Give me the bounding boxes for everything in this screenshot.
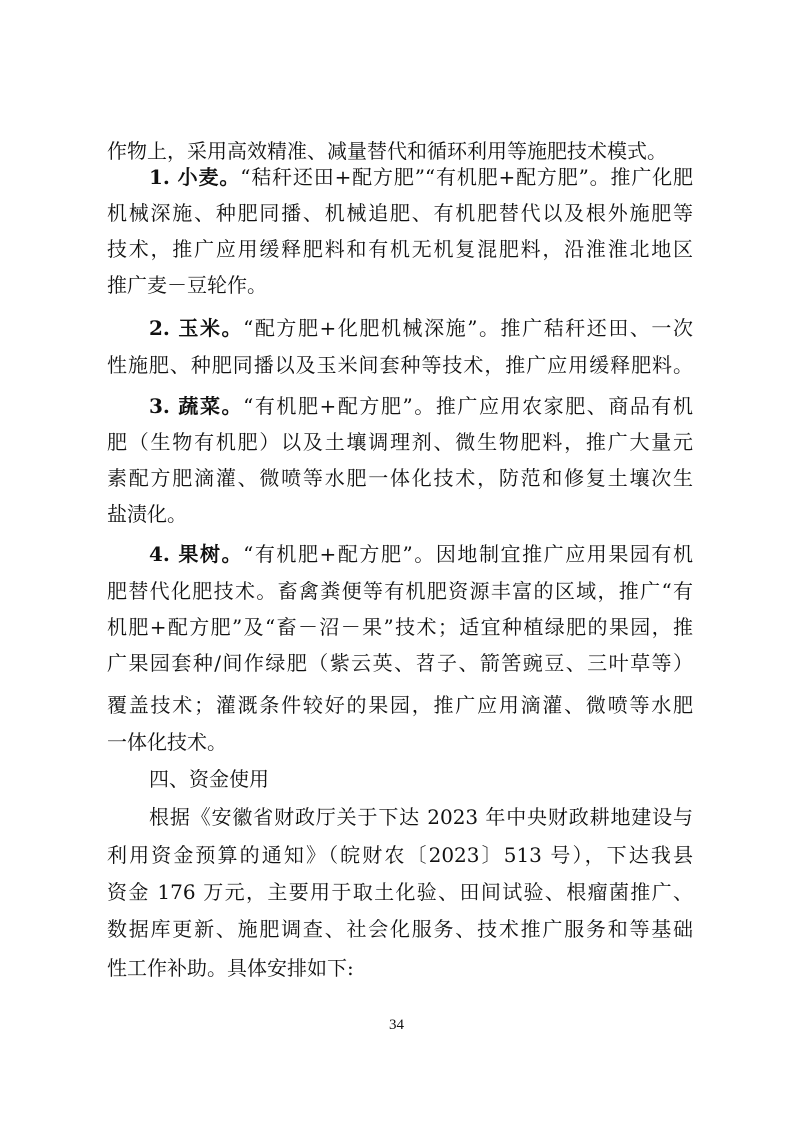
text-line: 素配方肥滴灌、微喷等水肥一体化技术，防范和修复土壤次生: [107, 466, 693, 490]
text-line: 机械深施、种肥同播、机械追肥、有机肥替代以及根外施肥等: [107, 201, 693, 225]
text-line: 根据《安徽省财政厅关于下达 2023 年中央财政耕地建设与: [149, 805, 693, 829]
text-line: 性施肥、种肥同播以及玉米间套种等技术，推广应用缓释肥料。: [107, 353, 693, 377]
text-line: 一体化技术。: [107, 730, 227, 754]
item-label-corn: 2. 玉米。: [149, 316, 244, 340]
text-line: 作物上，采用高效精准、减量替代和循环利用等施肥技术模式。: [107, 139, 667, 163]
item-label-vegetables: 3. 蔬菜。: [149, 394, 244, 418]
paragraph-wheat-line-1: [149, 162, 693, 194]
text-line: 技术，推广应用缓释肥料和有机无机复混肥料，沿淮淮北地区: [107, 237, 693, 261]
text-line: 肥替代化肥技术。畜禽粪便等有机肥资源丰富的区域，推广“有: [107, 579, 693, 603]
text-line: 盐渍化。: [107, 502, 187, 526]
text-line: 广果园套种/间作绿肥（紫云英、苕子、箭筈豌豆、三叶草等）: [107, 651, 693, 675]
text-line: 肥（生物有机肥）以及土壤调理剂、微生物肥料，推广大量元: [107, 430, 693, 454]
text-line: 性工作补助。具体安排如下:: [107, 956, 354, 980]
text-span: “配方肥+化肥机械深施”。推广秸秆还田、一次: [243, 316, 693, 340]
text-line: 机肥+配方肥”及“畜－沼－果”技术；适宜种植绿肥的果园，推: [107, 615, 693, 639]
item-label-fruit-trees: 4. 果树。: [149, 542, 244, 566]
paragraph-fruit-trees-line-1: [149, 539, 693, 571]
text-line: 覆盖技术；灌溉条件较好的果园，推广应用滴灌、微喷等水肥: [107, 693, 693, 717]
item-label-wheat: 1. 小麦。: [149, 165, 241, 189]
text-line: 数据库更新、施肥调查、社会化服务、技术推广服务和等基础: [107, 917, 693, 941]
section-heading: 四、资金使用: [149, 767, 269, 791]
text-span: “秸秆还田+配方肥”“有机肥+配方肥”。推广化肥: [240, 165, 693, 189]
text-span: “有机肥+配方肥”。推广应用农家肥、商品有机: [243, 394, 693, 418]
text-line: 资金 176 万元，主要用于取土化验、田间试验、根瘤菌推广、: [107, 880, 693, 904]
text-line: 利用资金预算的通知》（皖财农〔2023〕513 号），下达我县: [107, 843, 693, 867]
paragraph-corn-line-1: [149, 313, 693, 345]
text-span: “有机肥+配方肥”。因地制宜推广应用果园有机: [243, 542, 693, 566]
text-line: 推广麦－豆轮作。: [107, 273, 267, 297]
page-number: 34: [389, 1017, 404, 1033]
paragraph-vegetables-line-1: [149, 391, 693, 423]
